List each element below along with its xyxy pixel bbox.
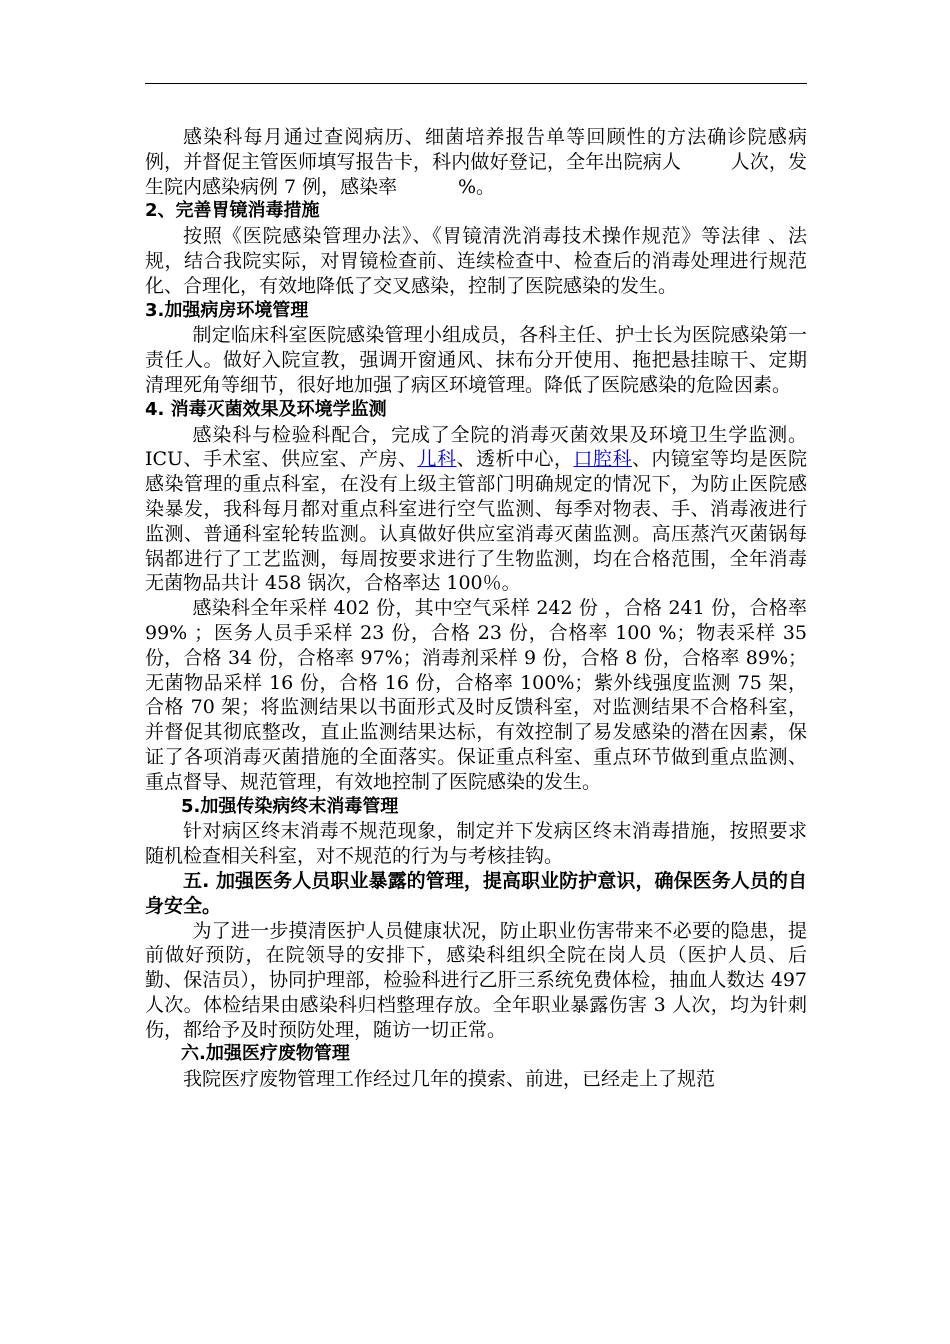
paragraph-medical-waste: 我院医疗废物管理工作经过几年的摸索、前进，已经走上了规范 <box>183 1068 716 1091</box>
link-pediatrics[interactable]: 儿科 <box>417 448 457 471</box>
paragraph-text: 、内镜室等均是医院感染管理的重点科室，在没有上级主管部门明确规定的情况下，为防止医院感染暴发，我科每月都对重点科室进行空气监测、每季对物表、手、消毒液进行监测、普通科室轮转监测。认真做好供应室消毒灭菌监测。高压蒸汽灭菌锅每锅都进行了工艺监测，每周按要求进行了生物监测，均在合格范围，全年消毒无菌物品共计 458 锅次，合格率达 100％。 <box>145 448 807 595</box>
paragraph-ward-environment: 制定临床科室医院感染管理小组成员，各科主任、护士长为医院感染第一责任人。做好入院宣教，强调开窗通风、抹布分开使用、拖把悬挂晾干、定期清理死角等细节，很好地加强了病区环境管理。降低了医院感染的危险因素。 <box>145 324 807 396</box>
heading-terminal-disinfection: 5.加强传染病终末消毒管理 <box>181 795 399 817</box>
header-rule <box>145 83 807 84</box>
heading-ward-environment: 3.加强病房环境管理 <box>145 299 309 321</box>
link-stomatology[interactable]: 口腔科 <box>573 448 632 471</box>
heading-medical-waste: 六.加强医疗废物管理 <box>181 1043 350 1065</box>
heading-gastroscope: 2、完善胃镜消毒措施 <box>145 200 320 222</box>
paragraph-text: %。 <box>457 175 496 198</box>
paragraph-infection-review <box>145 125 807 199</box>
document-body <box>145 125 807 1092</box>
paragraph-text: 感染科与检验科配合，完成了全院的消毒灭菌效果及环境卫生学监测。ICU、手术室、供应室、产房、 <box>145 423 807 471</box>
paragraph-occupational-exposure: 为了进一步摸清医护人员健康状况，防止职业伤害带来不必要的隐患，提前做好预防，在院领导的安排下，感染科组织全院在岗人员（医护人员、后勤、保洁员），协同护理部，检验科进行乙肝三系统免费体检，抽血人数达 497 人次。体检结果由感染科归档整理存放。全年职业暴露伤害 3 人次，均为针刺伤，都给予及时预防处理，随访一切正常。 <box>145 919 807 1041</box>
paragraph-sampling-results: 感染科全年采样 402 份，其中空气采样 242 份 ，合格 241 份，合格率 99% ；医务人员手采样 23 份，合格 23 份，合格率 100 %；物表采样 35 份，合格 34 份，合格率 97%；消毒剂采样 9 份，合格 8 份，合格率 89%；无菌物品采样 16 份，合格 16 份，合格率 100%；紫外线强度监测 75 架，合格 70 架；将监测结果以书面形式及时反馈科室，对监测结果不合格科室，并督促其彻底整改，直止监测结果达标，有效控制了易发感染的潜在因素，保证了各项消毒灭菌措施的全面落实。保证重点科室、重点环节做到重点监测、重点督导、规范管理，有效地控制了医院感染的发生。 <box>145 597 807 793</box>
paragraph-text: 人次，发生院内感染病例 7 例，感染率 <box>145 150 807 198</box>
paragraph-terminal-disinfection: 针对病区终末消毒不规范现象，制定并下发病区终末消毒措施，按照要求随机检查相关科室，对不规范的行为与考核挂钩。 <box>145 820 807 868</box>
paragraph-text: 感染科每月通过查阅病历、细菌培养报告单等回顾性的方法确诊院感病例，并督促主管医师填写报告卡，科内做好登记，全年出院病人 <box>145 126 807 173</box>
heading-disinfection-monitoring: 4. 消毒灭菌效果及环境学监测 <box>145 398 387 420</box>
paragraph-disinfection-monitoring <box>145 423 807 597</box>
paragraph-gastroscope: 按照《医院感染管理办法》、《胃镜清洗消毒技术操作规范》等法律 、法规，结合我院实际，对胃镜检查前、连续检查中、检查后的消毒处理进行规范化、合理化，有效地降低了交叉感染，控制了医院感染的发生。 <box>145 225 807 297</box>
paragraph-text: 、透析中心， <box>456 448 574 471</box>
heading-occupational-exposure: 五. 加强医务人员职业暴露的管理，提高职业防护意识，确保医务人员的自身安全。 <box>145 869 807 917</box>
